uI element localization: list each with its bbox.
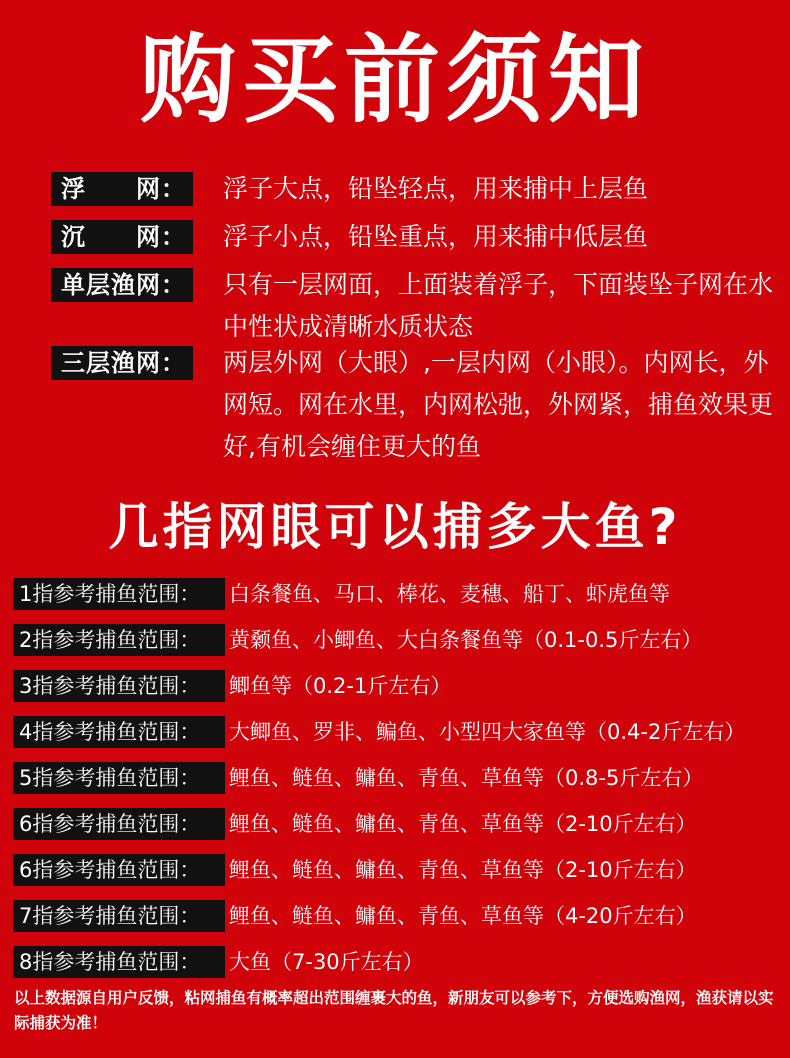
mesh-value: 大鲫鱼、罗非、鳊鱼、小型四大家鱼等（0.4-2斤左右）: [229, 720, 746, 744]
mesh-label: 2指参考捕鱼范围：: [13, 624, 225, 656]
mesh-value: 鲫鱼等（0.2-1斤左右）: [229, 674, 452, 698]
mesh-label: 4指参考捕鱼范围：: [13, 716, 225, 748]
mesh-label: 6指参考捕鱼范围：: [13, 808, 225, 840]
mesh-label: 3指参考捕鱼范围：: [13, 670, 225, 702]
mesh-label: 7指参考捕鱼范围：: [13, 900, 225, 932]
mesh-label: 1指参考捕鱼范围：: [13, 578, 225, 610]
net-type-label: 沉 网：: [51, 220, 193, 254]
mesh-label: 6指参考捕鱼范围：: [13, 854, 225, 886]
net-type-description: 浮子小点，铅坠重点，用来捕中低层鱼: [223, 222, 649, 251]
net-type-description: 浮子大点，铅坠轻点，用来捕中上层鱼: [223, 174, 649, 203]
net-type-description: 两层外网（大眼）,一层内网（小眼）。内网长，外网短。网在水里，内网松弛，外网紧，捕鱼效果更好,有机会缠住更大的鱼: [223, 348, 774, 461]
mesh-value: 鲤鱼、鲢鱼、鳙鱼、青鱼、草鱼等（2-10斤左右）: [229, 812, 697, 836]
mesh-value: 黄颡鱼、小鲫鱼、大白条餐鱼等（0.1-0.5斤左右）: [229, 628, 703, 652]
mesh-label: 8指参考捕鱼范围：: [13, 946, 225, 978]
mesh-value: 鲤鱼、鲢鱼、鳙鱼、青鱼、草鱼等（4-20斤左右）: [229, 904, 697, 928]
footer-note: 以上数据源自用户反馈，粘网捕鱼有概率超出范围缠裹大的鱼，新朋友可以参考下，方便选购渔网，渔获请以实际捕获为准！: [14, 989, 774, 1032]
net-type-label: 单层渔网：: [51, 268, 193, 302]
mesh-label: 5指参考捕鱼范围：: [13, 762, 225, 794]
mesh-value: 鲤鱼、鲢鱼、鳙鱼、青鱼、草鱼等（2-10斤左右）: [229, 858, 697, 882]
page-title: 购买前须知: [140, 24, 650, 136]
net-type-description: 只有一层网面，上面装着浮子，下面装坠子网在水中性状成清晰水质状态: [223, 270, 774, 341]
mesh-value: 白条餐鱼、马口、棒花、麦穗、船丁、虾虎鱼等: [229, 582, 670, 606]
mesh-value: 大鱼（7-30斤左右）: [229, 950, 424, 974]
section-subtitle: 几指网眼可以捕多大鱼?: [108, 498, 682, 556]
mesh-value: 鲤鱼、鲢鱼、鳙鱼、青鱼、草鱼等（0.8-5斤左右）: [229, 766, 704, 790]
net-type-label: 浮 网：: [51, 172, 193, 206]
net-type-label: 三层渔网：: [51, 346, 193, 380]
